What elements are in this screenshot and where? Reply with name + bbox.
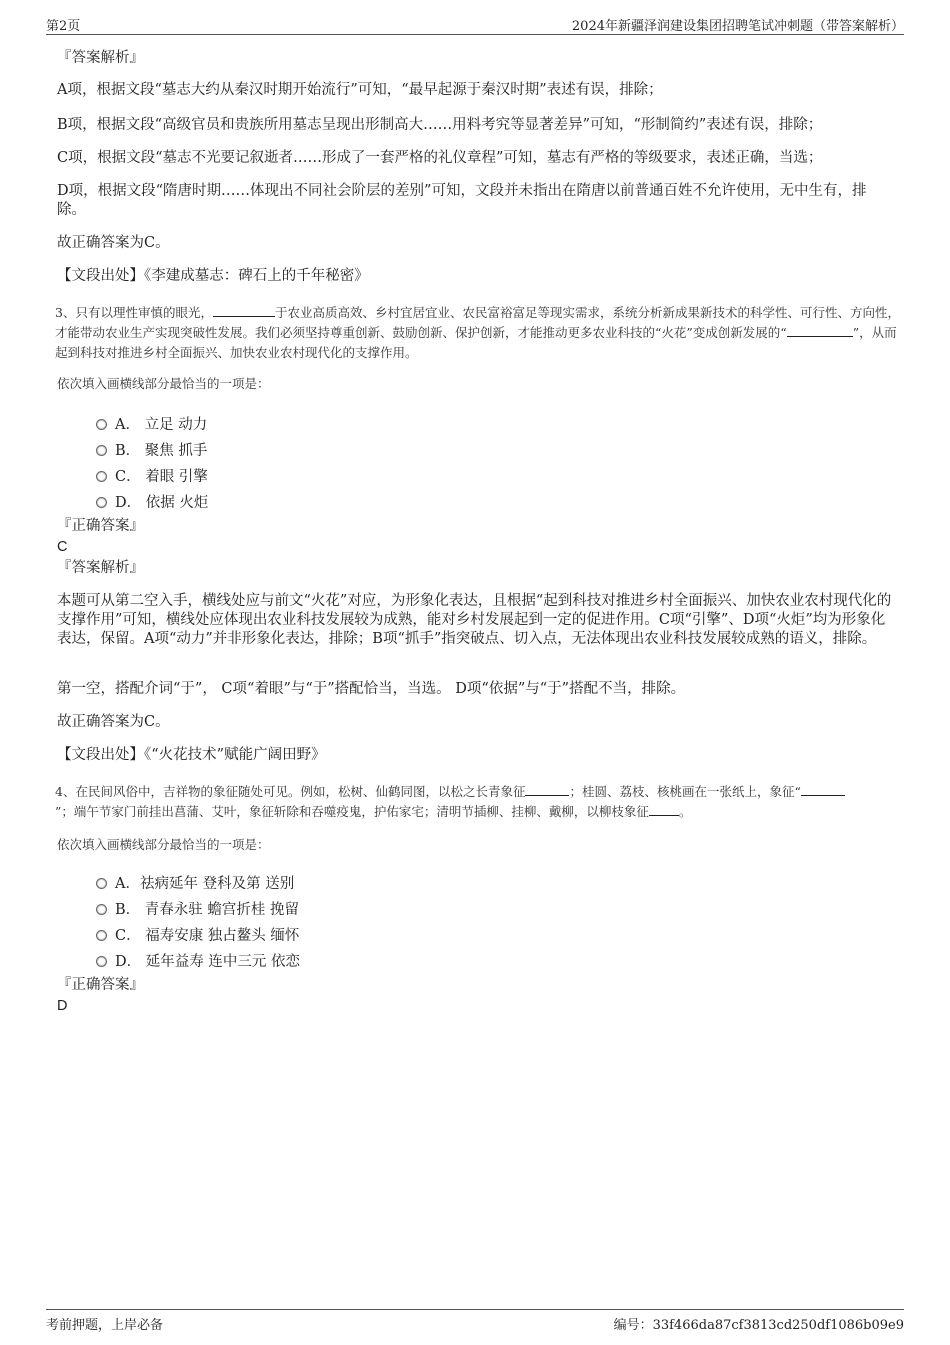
q3-analysis-1: 本题可从第二空入手，横线处应与前文“火花”对应，为形象化表达，且根据“起到科技对推进乡村全面振兴、加快农业农村现代化的支撑作用”可知，横线处应体现出农业科技发展较为成熟，能对乡村发展起到一定的促进作用。C项“引擎”、D项“火炬”均为形象化表达，保留。A项“动力”并非形象化表达，排除；B项“抓手”指突破点、切入点，无法体现出农业科技发展较成熟的语义，排除。 — [57, 593, 892, 647]
radio-icon[interactable] — [96, 878, 107, 889]
q3-stem-part2: 于农业高质高效、乡村宜居宜业、农民富裕富足等现实需求，系统分析新成果新技术的科学性、可行性、方向性，才能带动农业生产实现突破性发展。我们必须坚持尊重创新、鼓励创新、保护创新，才能推动更多农业科技的“火花”变成创新发展的“ — [55, 305, 900, 340]
q3-blank-2 — [787, 324, 853, 337]
radio-icon[interactable] — [96, 471, 107, 482]
q3-option-b[interactable]: B． 聚焦 抓手 — [96, 439, 207, 460]
q2-analysis-b: B项，根据文段“高级官员和贵族所用墓志呈现出形制高大……用料考究等显著差异”可知，“形制简约”表述有误，排除； — [57, 117, 823, 133]
q4-stem-part1: 4、在民间风俗中，吉祥物的象征随处可见。例如，松树、仙鹤同图，以松之长青象征 — [55, 784, 526, 799]
q2-conclusion: 故正确答案为C。 — [57, 235, 170, 251]
q4-stem-part3: ”；端午节家门前挂出菖蒲、艾叶，象征斩除和吞噬疫鬼，护佑家宅；清明节插柳、挂柳、戴柳，以柳枝象征 — [55, 804, 649, 819]
document-title: 2024年新疆泽润建设集团招聘笔试冲刺题（带答案解析） — [571, 19, 904, 34]
q4-answer-label: 『正确答案』 — [57, 977, 144, 993]
q3-answer: C — [57, 539, 68, 555]
radio-icon[interactable] — [96, 956, 107, 967]
q4-prompt: 依次填入画横线部分最恰当的一项是： — [57, 837, 270, 852]
page-footer — [46, 1309, 904, 1333]
q2-analysis-a: A项，根据文段“墓志大约从秦汉时期开始流行”可知，“最早起源于秦汉时期”表述有误，排除； — [57, 82, 663, 98]
page-number: 第2页 — [46, 19, 81, 34]
radio-icon[interactable] — [96, 419, 107, 430]
q4-option-b[interactable]: B． 青春永驻 蟾宫折桂 挽留 — [96, 898, 299, 919]
radio-icon[interactable] — [96, 904, 107, 915]
q3-option-a[interactable]: A． 立足 动力 — [96, 413, 207, 434]
q3-analysis-2: 第一空，搭配介词“于”， C项“着眼”与“于”搭配恰当，当选。 D项“依据”与“于”搭配不当，排除。 — [57, 681, 686, 697]
q4-answer: D — [57, 998, 68, 1014]
q3-source: 【文段出处】《“火花技术”赋能广阔田野》 — [57, 747, 326, 763]
footer-slogan: 考前押题，上岸必备 — [46, 1318, 164, 1333]
q3-stem — [55, 303, 905, 363]
q2-analysis-d: D项，根据文段“隋唐时期……体现出不同社会阶层的差别”可知，文段并未指出在隋唐以前普通百姓不允许使用，无中生有，排除。 — [57, 183, 867, 218]
radio-icon[interactable] — [96, 930, 107, 941]
q4-option-c[interactable]: C． 福寿安康 独占鳌头 缅怀 — [96, 924, 299, 945]
q4-stem-part4: 。 — [678, 804, 692, 819]
q2-source: 【文段出处】《李建成墓志：碑石上的千年秘密》 — [57, 268, 369, 284]
radio-icon[interactable] — [96, 497, 107, 508]
page-header — [46, 14, 904, 35]
radio-icon[interactable] — [96, 445, 107, 456]
q3-blank-1 — [213, 304, 275, 317]
q2-analysis-c: C项，根据文段“墓志不光要记叙逝者……形成了一套严格的礼仪章程”可知，墓志有严格的等级要求，表述正确，当选； — [57, 150, 823, 166]
q3-option-c[interactable]: C． 着眼 引擎 — [96, 465, 208, 486]
q4-blank-3 — [649, 803, 679, 816]
q4-blank-2 — [801, 783, 845, 796]
q3-stem-part1: 3、只有以理性审慎的眼光， — [55, 305, 213, 320]
q4-option-d[interactable]: D． 延年益寿 连中三元 依恋 — [96, 950, 300, 971]
q3-stem-part3: ”，从而起到科技对推进乡村全面振兴、加快农业农村现代化的支撑作用。 — [55, 325, 897, 360]
q4-stem-part2: ；桂圆、荔枝、核桃画在一张纸上，象征“ — [569, 784, 801, 799]
q3-analysis-label: 『答案解析』 — [57, 560, 144, 576]
document-id: 编号：33f466da87cf3813cd250df1086b09e9 — [613, 1318, 904, 1333]
q4-blank-1 — [525, 783, 569, 796]
q3-conclusion: 故正确答案为C。 — [57, 714, 170, 730]
q2-analysis-label: 『答案解析』 — [57, 50, 144, 66]
q3-answer-label: 『正确答案』 — [57, 518, 144, 534]
q4-option-a[interactable]: A．祛病延年 登科及第 送别 — [96, 872, 294, 893]
q3-prompt: 依次填入画横线部分最恰当的一项是： — [57, 376, 270, 391]
q3-option-d[interactable]: D． 依据 火炬 — [96, 491, 208, 512]
q4-stem — [55, 782, 845, 822]
